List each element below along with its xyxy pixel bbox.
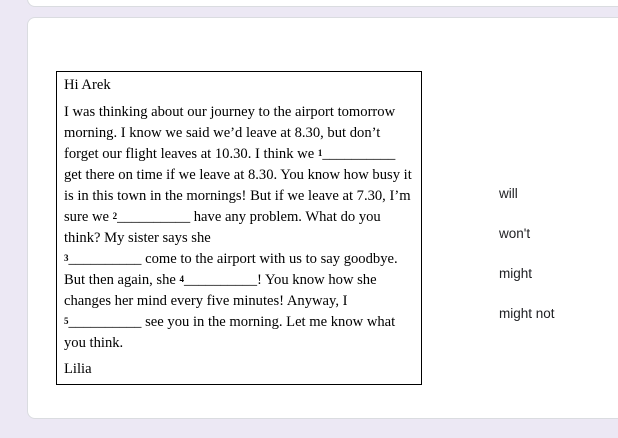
gap-number: 5	[64, 316, 69, 326]
letter-box	[56, 71, 422, 385]
gap-number: 1	[317, 148, 323, 158]
option-might-not[interactable]: might not	[499, 306, 555, 321]
option-will[interactable]: will	[499, 186, 518, 201]
gap-number: 2	[112, 211, 118, 221]
letter-text-segment: have any problem. What do you think? My sister says she	[64, 209, 381, 246]
gap-blank: __________	[117, 209, 191, 225]
gap-blank: __________	[322, 146, 396, 162]
letter-text-segment: I was thinking about our journey to the airport tomorrow morning. I know we said we’d leave at 8.30, but don’t forget our flight leaves at 10.30. I think we	[64, 104, 396, 162]
letter-body	[64, 102, 414, 354]
letter-signature: Lilia	[64, 361, 92, 377]
answer-options	[499, 184, 555, 344]
option-might[interactable]: might	[499, 266, 533, 281]
letter-text-segment: get there on time if we leave at 8.30. You know how busy it is in this town in the mornings! But if we leave at 7.30, I’m sure we	[64, 167, 412, 225]
previous-question-card	[27, 0, 618, 7]
gap-blank: __________	[184, 272, 257, 288]
gap-number: 3	[64, 253, 69, 263]
letter-text-segment: see you in the morning. Let me know what you think.	[64, 314, 396, 351]
letter-text-segment: ! You know how she changes her mind every five minutes! Anyway, I	[64, 272, 377, 309]
gap-blank: __________	[68, 251, 142, 267]
letter-greeting: Hi Arek	[64, 77, 111, 93]
gap-blank: __________	[68, 314, 142, 330]
letter-text-segment: come to the airport with us to say goodbye. But then again, she	[64, 251, 398, 288]
gap-number: 4	[179, 274, 185, 284]
option-wont[interactable]: won't	[499, 226, 531, 241]
